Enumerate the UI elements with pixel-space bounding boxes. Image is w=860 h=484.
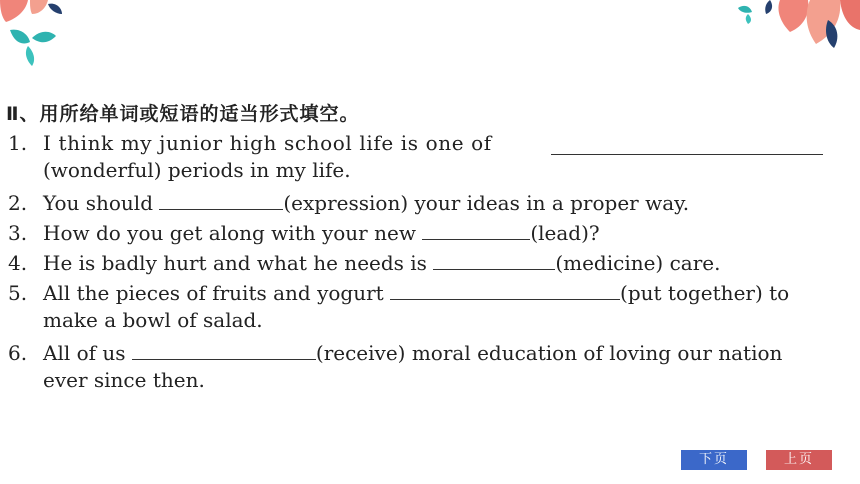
previous-page-button[interactable]: 上页 [766, 450, 832, 470]
question-text: How do you get along with your new [43, 221, 416, 245]
answer-blank[interactable] [390, 281, 620, 300]
question-text: All the pieces of fruits and yogurt [43, 281, 384, 305]
question-number: 3. [8, 221, 28, 245]
next-page-button[interactable]: 下页 [681, 450, 747, 470]
leaf-decoration-icon [730, 0, 860, 55]
question-text: All of us [43, 341, 126, 365]
answer-blank[interactable] [159, 191, 283, 210]
section-heading: Ⅱ、用所给单词或短语的适当形式填空。 [6, 103, 360, 125]
question-4 [8, 248, 828, 278]
question-number: 6. [8, 341, 28, 365]
answer-blank[interactable] [551, 136, 823, 155]
question-text: I think my junior high school life is one of [43, 131, 492, 155]
question-5-continuation: make a bowl of salad. [43, 308, 263, 332]
question-5 [8, 278, 828, 308]
question-1-continuation: (wonderful) periods in my life. [43, 158, 351, 182]
question-text-after: (receive) moral education of loving our nation [315, 341, 783, 365]
question-text-after: (expression) your ideas in a proper way. [283, 191, 690, 215]
question-number: 2. [8, 191, 28, 215]
answer-blank[interactable] [433, 251, 555, 270]
question-1 [8, 128, 828, 158]
flower-decoration-icon [0, 0, 80, 70]
question-text-after: (lead)? [530, 221, 600, 245]
question-number: 4. [8, 251, 28, 275]
question-6-continuation: ever since then. [43, 368, 205, 392]
question-6 [8, 338, 828, 368]
question-number: 1. [8, 131, 28, 155]
question-3 [8, 218, 828, 248]
question-text-after: (medicine) care. [555, 251, 721, 275]
question-text: You should [43, 191, 154, 215]
question-text-after: (put together) to [620, 281, 790, 305]
question-number: 5. [8, 281, 28, 305]
answer-blank[interactable] [132, 341, 316, 360]
answer-blank[interactable] [422, 221, 530, 240]
question-text: He is badly hurt and what he needs is [43, 251, 427, 275]
question-2 [8, 188, 828, 218]
